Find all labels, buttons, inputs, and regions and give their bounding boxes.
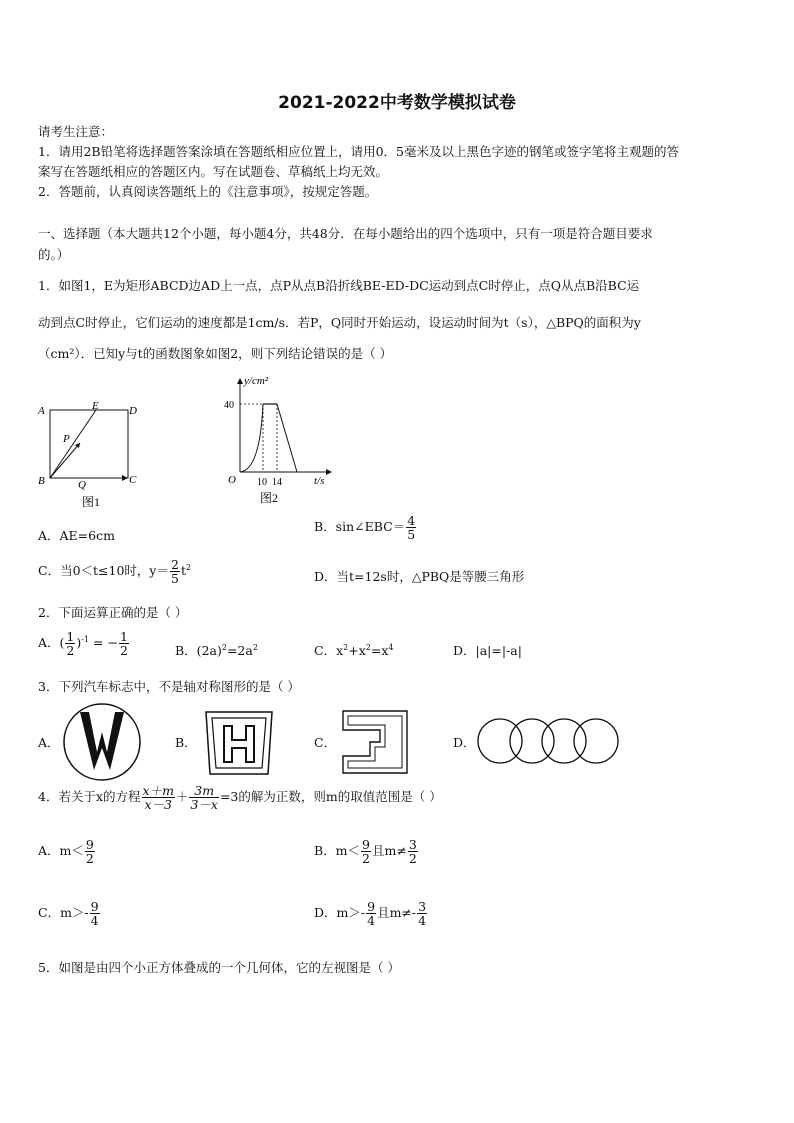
audi-rings-icon[interactable]: [476, 714, 622, 768]
q1-option-b-num: 4: [407, 513, 416, 528]
q1-option-c[interactable]: [38, 558, 191, 585]
q4-option-b-and: 且m≠: [372, 843, 407, 859]
fig2-y-tick-40: 40: [224, 400, 234, 411]
q4-option-d-and: 且m≠-: [377, 905, 417, 921]
page-title: 2021-2022中考数学模拟试卷: [278, 93, 516, 113]
q1-option-d[interactable]: D．当t=12s时，△PBQ是等腰三角形: [314, 569, 525, 584]
q4-fraction-2-den: 3－x: [190, 797, 218, 813]
q2-option-b-exp: 2: [221, 642, 227, 652]
q2-option-c-exp3: 4: [388, 642, 394, 652]
fig1-label-a: A: [38, 405, 45, 417]
q4-option-a-den: 2: [85, 851, 94, 867]
q2-option-c-text: C．x: [314, 643, 344, 658]
figure-1-rectangle: [36, 396, 156, 512]
q4-stem-suffix: =3的解为正数，则m的取值范围是（ ）: [219, 789, 442, 805]
fig2-y-axis-label: y/cm²: [244, 375, 269, 387]
q2-option-a[interactable]: [38, 630, 130, 657]
q4-option-c-num: 9: [90, 899, 99, 914]
q4-option-d-num2: 3: [418, 899, 427, 914]
q4-stem-prefix: 4．若关于x的方程: [38, 789, 141, 805]
q4-option-a[interactable]: [38, 838, 96, 865]
q1-option-c-text: C．当0＜t≤10时，y＝: [38, 563, 169, 579]
q4-option-c[interactable]: [38, 900, 101, 927]
vw-logo-icon[interactable]: [62, 702, 142, 782]
fig1-label-d: D: [129, 405, 137, 417]
q1-line-3: （cm²）．已知y与t的函数图象如图2，则下列结论错误的是（ ）: [38, 346, 393, 361]
q2-option-a-num1: 1: [66, 629, 75, 644]
fig1-caption: 图1: [82, 495, 101, 509]
q1-option-a[interactable]: A．AE=6cm: [38, 528, 115, 543]
fig2-x-tick-10: 10: [257, 477, 267, 488]
q5-stem: 5．如图是由四个小正方体叠成的一个几何体，它的左视图是（ ）: [38, 960, 400, 975]
honda-logo-icon[interactable]: [200, 708, 278, 778]
q4-option-d-den2: 4: [418, 913, 427, 929]
q2-option-d[interactable]: D．|a|=|-a|: [453, 643, 522, 658]
fig1-label-b: B: [38, 475, 45, 487]
q4-option-d-num: 9: [367, 899, 376, 914]
notice-line-2: 2．答题前，认真阅读答题纸上的《注意事项》，按规定答题。: [38, 184, 378, 199]
q2-option-a-label: A．(: [38, 635, 65, 651]
fig2-origin-label: O: [228, 474, 236, 486]
fig1-label-p: P: [63, 433, 70, 445]
q1-option-c-num: 2: [170, 557, 179, 572]
q2-option-a-exp: -1: [81, 634, 90, 644]
q2-option-c-eq: =x: [370, 643, 389, 658]
notice-heading: 请考生注意：: [38, 124, 114, 139]
q1-option-b[interactable]: [314, 514, 417, 541]
q3-option-a-label[interactable]: A．: [38, 735, 60, 750]
q2-option-a-paren: ): [76, 635, 82, 651]
q4-option-b-num2: 3: [408, 837, 417, 852]
q1-option-b-text: B．sin∠EBC＝: [314, 519, 406, 535]
fig1-label-q: Q: [78, 479, 86, 491]
q4-option-d[interactable]: [314, 900, 428, 927]
q4-option-a-num: 9: [85, 837, 94, 852]
q2-option-b[interactable]: [175, 641, 258, 659]
q1-option-c-exp: 2: [185, 562, 192, 572]
q2-option-b-exp2: 2: [252, 642, 258, 652]
q2-option-c-plus: +x: [348, 643, 366, 658]
q3-option-c-label[interactable]: C．: [314, 735, 337, 750]
q2-option-a-num2: 1: [119, 629, 128, 644]
fig1-label-c: C: [129, 474, 137, 486]
q2-option-c-exp1: 2: [343, 642, 349, 652]
q4-option-b-den: 2: [362, 851, 370, 867]
q1-line-1: 1．如图1，E为矩形ABCD边AD上一点，点P从点B沿折线BE-ED-DC运动到点C时停止，点Q从点B沿BC运: [38, 278, 640, 293]
fig2-caption: 图2: [260, 491, 279, 505]
notice-line-1b: 案写在答题纸相应的答题区内。写在试题卷、草稿纸上均无效。: [38, 164, 389, 179]
q4-option-b[interactable]: [314, 838, 419, 865]
q3-stem: 3．下列汽车标志中，不是轴对称图形的是（ ）: [38, 679, 300, 694]
q4-fraction-2-num: 3m: [189, 784, 219, 798]
q4-option-a-text: A．m＜: [38, 843, 84, 859]
q1-option-b-den: 5: [407, 527, 416, 543]
q4-option-b-num: 9: [362, 837, 370, 852]
q4-option-b-den2: 2: [408, 851, 417, 867]
q2-option-a-den1: 2: [66, 643, 75, 659]
fig2-x-tick-14: 14: [272, 477, 282, 488]
q4-option-d-text: D．m＞-: [314, 905, 366, 921]
q1-option-c-den: 5: [170, 571, 179, 587]
figure-2-graph: [222, 370, 342, 510]
q4-option-b-text: B．m＜: [314, 843, 361, 859]
section-line-2: 的。）: [38, 247, 70, 262]
q4-stem: [38, 784, 442, 811]
q1-line-2: 动到点C时停止，它们运动的速度都是1cm/s．若P，Q同时开始运动，设运动时间为t（s），△BPQ的面积为y: [38, 315, 641, 330]
q4-option-c-text: C．m＞-: [38, 905, 89, 921]
q2-option-c-exp2: 2: [365, 642, 371, 652]
q2-option-b-text: B．(2a): [175, 643, 222, 658]
q4-plus: ＋: [175, 789, 189, 805]
fig1-label-e: E: [92, 400, 99, 412]
q3-option-b-label[interactable]: B．: [175, 735, 197, 750]
q2-option-a-den2: 2: [119, 643, 128, 659]
q4-fraction-1-num: x＋m: [142, 783, 174, 798]
q2-stem: 2．下面运算正确的是（ ）: [38, 605, 188, 620]
section-line-1: 一、选择题（本大题共12个小题，每小题4分，共48分．在每小题给出的四个选项中，只有一项是符合题目要求: [38, 226, 653, 241]
q2-option-a-eq: = −: [89, 635, 118, 651]
notice-line-1a: 1．请用2B铅笔将选择题答案涂填在答题纸相应位置上，请用0．5毫米及以上黑色字迹的钢笔或签字笔将主观题的答: [38, 144, 679, 159]
q2-option-c[interactable]: [314, 641, 393, 659]
q3-option-d-label[interactable]: D．: [453, 735, 476, 750]
q4-fraction-1-den: x－3: [144, 797, 172, 813]
blocky-logo-icon[interactable]: [340, 708, 410, 776]
fig2-x-axis-label: t/s: [314, 475, 325, 487]
q1-option-c-var: t: [180, 563, 186, 579]
q4-option-d-den: 4: [367, 913, 376, 929]
q4-option-c-den: 4: [90, 913, 99, 929]
q2-option-b-rhs: =2a: [226, 643, 253, 658]
